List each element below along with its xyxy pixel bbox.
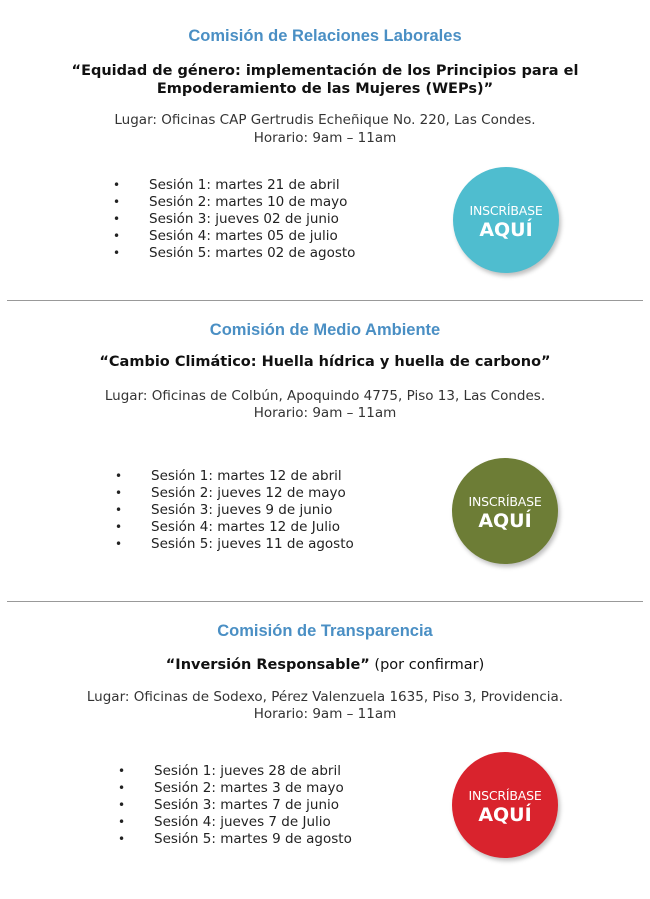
register-button[interactable] — [452, 752, 558, 858]
session-topic — [0, 62, 650, 98]
section-title: Comisión de Medio Ambiente — [209, 321, 441, 339]
schedule: Horario: 9am – 11am — [253, 405, 397, 421]
session-topic — [0, 656, 650, 674]
register-button-label: INSCRÍBASE — [469, 203, 543, 218]
schedule: Horario: 9am – 11am — [253, 706, 397, 722]
location: Lugar: Oficinas CAP Gertrudis Echeñique No. 220, Las Condes. — [114, 112, 536, 128]
divider — [7, 601, 643, 602]
register-button-label-strong: AQUÍ — [479, 219, 533, 241]
register-button-label: INSCRÍBASE — [468, 494, 542, 509]
section-title: Comisión de Transparencia — [217, 622, 433, 640]
register-button[interactable] — [453, 167, 559, 273]
session-topic — [0, 353, 650, 371]
topic-line: “Cambio Climático: Huella hídrica y huella de carbono” — [99, 354, 551, 370]
schedule: Horario: 9am – 11am — [253, 130, 397, 146]
register-button-label: INSCRÍBASE — [468, 788, 542, 803]
topic-line: Empoderamiento de las Mujeres (WEPs)” — [156, 81, 494, 97]
location: Lugar: Oficinas de Sodexo, Pérez Valenzuela 1635, Piso 3, Providencia. — [86, 689, 564, 705]
topic-line: “Inversión Responsable” — [165, 657, 370, 673]
location: Lugar: Oficinas de Colbún, Apoquindo 4775, Piso 13, Las Condes. — [104, 388, 546, 404]
register-button-label-strong: AQUÍ — [478, 510, 532, 532]
register-button-label-strong: AQUÍ — [478, 804, 532, 826]
section-title: Comisión de Relaciones Laborales — [188, 27, 462, 45]
register-button[interactable] — [452, 458, 558, 564]
divider — [7, 300, 643, 301]
topic-line: “Equidad de género: implementación de los Principios para el — [71, 63, 579, 79]
topic-note: (por confirmar) — [369, 657, 485, 673]
